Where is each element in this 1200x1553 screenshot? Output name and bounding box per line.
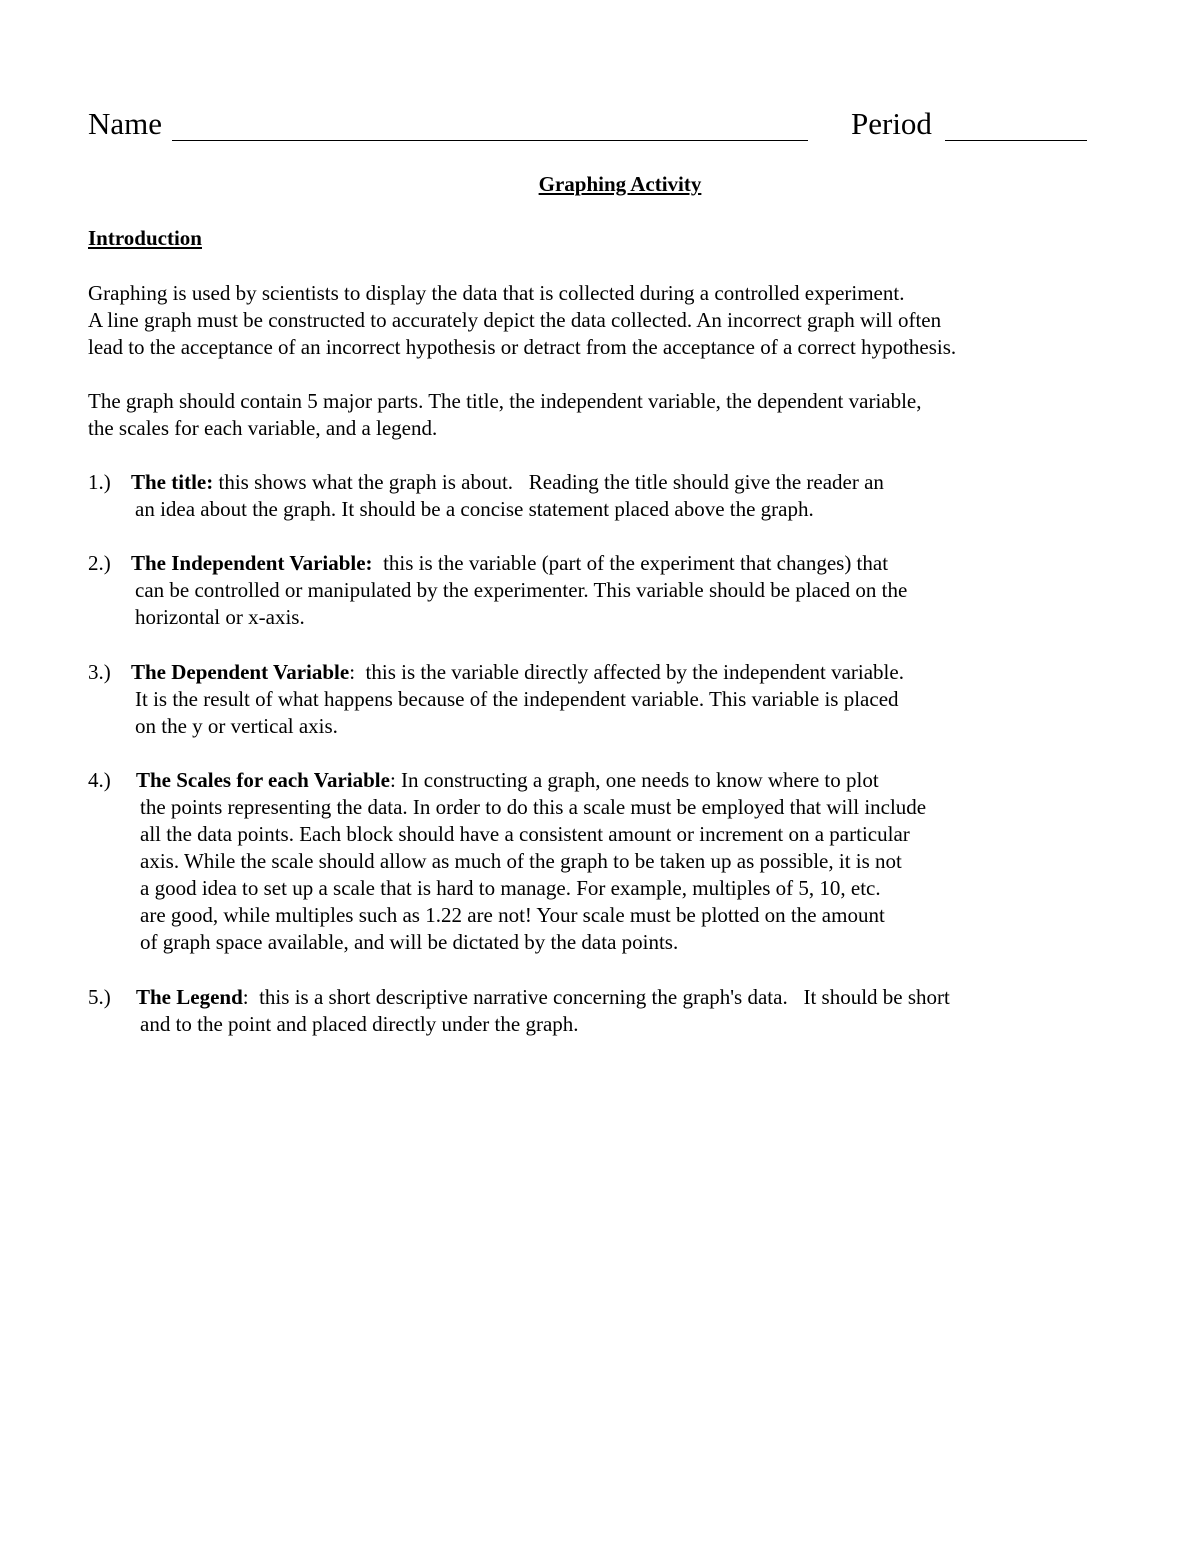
item-continuation: axis. While the scale should allow as much of the graph to be taken up as possible, it is not (140, 849, 902, 873)
paragraph-line: Graphing is used by scientists to display the data that is collected during a controlled experiment. (88, 281, 905, 305)
item-continuation: are good, while multiples such as 1.22 are not! Your scale must be plotted on the amount (140, 903, 885, 927)
list-item-legend (88, 984, 1098, 1038)
item-number: 4.) (88, 768, 111, 792)
item-continuation: all the data points. Each block should have a consistent amount or increment on a particular (140, 822, 910, 846)
item-continuation: It is the result of what happens because of the independent variable. This variable is placed (135, 687, 899, 711)
item-first-line (136, 984, 950, 1011)
item-number: 2.) (88, 551, 111, 575)
paragraph-line: lead to the acceptance of an incorrect hypothesis or detract from the acceptance of a correct hypothesis. (88, 335, 957, 359)
list-item-scales (88, 767, 1098, 956)
list-item-title (88, 469, 1098, 523)
item-continuation: a good idea to set up a scale that is hard to manage. For example, multiples of 5, 10, etc. (140, 876, 881, 900)
intro-paragraph-2 (88, 388, 1098, 442)
item-text: this shows what the graph is about. Reading the title should give the reader an (213, 470, 884, 494)
list-item-dependent-variable (88, 659, 1098, 740)
name-label: Name (88, 106, 163, 141)
item-text: : this is the variable directly affected by the independent variable. (349, 660, 904, 684)
item-continuation: an idea about the graph. It should be a concise statement placed above the graph. (135, 497, 814, 521)
item-number: 5.) (88, 985, 111, 1009)
item-number: 3.) (88, 660, 111, 684)
list-item-independent-variable (88, 550, 1098, 631)
item-first-line (136, 767, 879, 794)
item-continuation: and to the point and placed directly under the graph. (140, 1012, 579, 1036)
paragraph-line: the scales for each variable, and a legend. (88, 416, 438, 440)
name-blank-line (172, 140, 808, 141)
item-first-line (131, 659, 904, 686)
item-first-line (131, 550, 888, 577)
period-blank-line (945, 140, 1087, 141)
intro-paragraph-1 (88, 280, 1098, 361)
item-continuation: the points representing the data. In order to do this a scale must be employed that will include (140, 795, 927, 819)
paragraph-line: The graph should contain 5 major parts. The title, the independent variable, the dependent variable, (88, 389, 922, 413)
item-term: The title: (131, 470, 214, 494)
item-number: 1.) (88, 470, 111, 494)
period-label: Period (851, 106, 932, 141)
introduction-heading: Introduction (88, 226, 202, 250)
item-term: The Independent Variable: (131, 551, 373, 575)
item-continuation: on the y or vertical axis. (135, 714, 338, 738)
item-first-line (131, 469, 884, 496)
item-term: The Legend (136, 985, 243, 1009)
item-text: : In constructing a graph, one needs to know where to plot (389, 768, 879, 792)
item-continuation: can be controlled or manipulated by the experimenter. This variable should be placed on the (135, 578, 908, 602)
paragraph-line: A line graph must be constructed to accurately depict the data collected. An incorrect graph will often (88, 308, 942, 332)
item-text: this is the variable (part of the experiment that changes) that (372, 551, 889, 575)
item-continuation: horizontal or x-axis. (135, 605, 305, 629)
item-continuation: of graph space available, and will be dictated by the data points. (140, 930, 679, 954)
item-term: The Dependent Variable (131, 660, 350, 684)
document-title: Graphing Activity (538, 172, 702, 196)
item-text: : this is a short descriptive narrative concerning the graph's data. It should be short (242, 985, 950, 1009)
item-term: The Scales for each Variable (136, 768, 390, 792)
